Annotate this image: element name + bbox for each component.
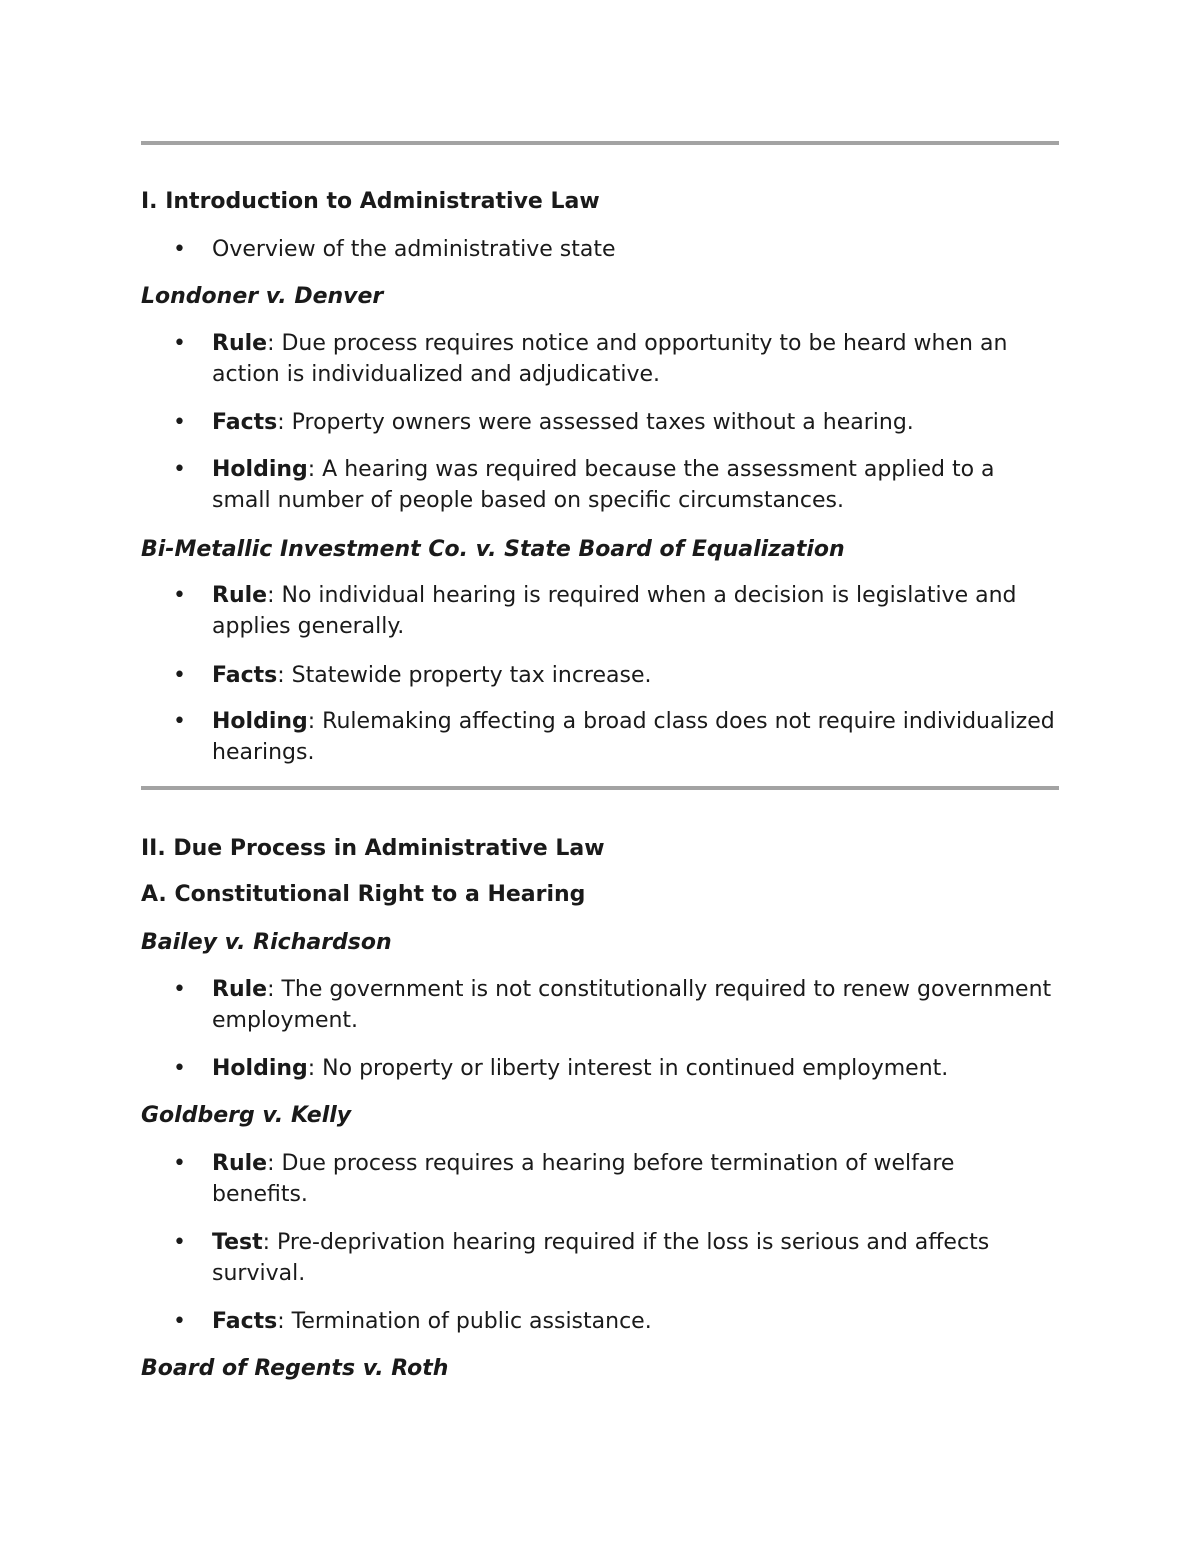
list-item bbox=[212, 1306, 1057, 1337]
list-item bbox=[212, 974, 1057, 1036]
bullet-icon: • bbox=[173, 410, 186, 435]
bullet-icon: • bbox=[173, 583, 186, 608]
item-text: : Rulemaking affecting a broad class does not require individualized hearings. bbox=[212, 709, 1055, 765]
section-heading: I. Introduction to Administrative Law bbox=[141, 189, 600, 214]
list-item bbox=[212, 454, 1057, 516]
case-title: Londoner v. Denver bbox=[141, 284, 384, 309]
item-text: : Due process requires a hearing before termination of welfare benefits. bbox=[212, 1151, 955, 1207]
item-text: : No property or liberty interest in continued employment. bbox=[307, 1056, 949, 1081]
horizontal-rule bbox=[141, 786, 1059, 790]
item-text: : Due process requires notice and opportunity to be heard when an action is individualized and adjudicative. bbox=[212, 331, 1008, 387]
item-label: Rule bbox=[212, 977, 268, 1002]
item-label: Rule bbox=[212, 1151, 268, 1176]
bullet-icon: • bbox=[173, 1056, 186, 1081]
item-text: : Termination of public assistance. bbox=[277, 1309, 652, 1334]
section-heading: II. Due Process in Administrative Law bbox=[141, 836, 605, 861]
item-text: : A hearing was required because the assessment applied to a small number of people based on specific circumstances. bbox=[212, 457, 995, 513]
bullet-icon: • bbox=[173, 1151, 186, 1176]
list-item bbox=[212, 328, 1057, 390]
list-item bbox=[212, 580, 1057, 642]
case-title: Bi-Metallic Investment Co. v. State Board of Equalization bbox=[141, 537, 845, 562]
list-item bbox=[212, 1053, 1057, 1084]
item-label: Rule bbox=[212, 331, 268, 356]
list-item: Overview of the administrative state bbox=[212, 237, 616, 262]
case-title: Board of Regents v. Roth bbox=[141, 1356, 449, 1381]
bullet-icon: • bbox=[173, 977, 186, 1002]
item-text: : No individual hearing is required when a decision is legislative and applies generally. bbox=[212, 583, 1017, 639]
bullet-icon: • bbox=[173, 1309, 186, 1334]
item-text: : Pre-deprivation hearing required if the loss is serious and affects survival. bbox=[212, 1230, 990, 1286]
list-item bbox=[212, 1148, 1057, 1210]
item-label: Holding bbox=[212, 709, 308, 734]
item-label: Test bbox=[212, 1230, 263, 1255]
list-item bbox=[212, 706, 1057, 768]
list-item bbox=[212, 407, 1057, 438]
list-item bbox=[212, 660, 1057, 691]
item-label: Facts bbox=[212, 1309, 278, 1334]
bullet-icon: • bbox=[173, 457, 186, 482]
bullet-icon: • bbox=[173, 331, 186, 356]
bullet-icon: • bbox=[173, 709, 186, 734]
item-label: Rule bbox=[212, 583, 268, 608]
item-label: Facts bbox=[212, 663, 278, 688]
bullet-icon: • bbox=[173, 663, 186, 688]
list-item bbox=[212, 1227, 1057, 1289]
bullet-icon: • bbox=[173, 1230, 186, 1255]
item-label: Holding bbox=[212, 457, 308, 482]
item-text: : Property owners were assessed taxes without a hearing. bbox=[277, 410, 914, 435]
item-text: : The government is not constitutionally required to renew government employment. bbox=[212, 977, 1052, 1033]
case-title: Bailey v. Richardson bbox=[141, 930, 392, 955]
item-text: : Statewide property tax increase. bbox=[277, 663, 652, 688]
case-title: Goldberg v. Kelly bbox=[141, 1103, 352, 1128]
subsection-heading: A. Constitutional Right to a Hearing bbox=[141, 882, 586, 907]
bullet-icon: • bbox=[173, 237, 186, 262]
horizontal-rule bbox=[141, 141, 1059, 145]
item-label: Facts bbox=[212, 410, 278, 435]
item-label: Holding bbox=[212, 1056, 308, 1081]
